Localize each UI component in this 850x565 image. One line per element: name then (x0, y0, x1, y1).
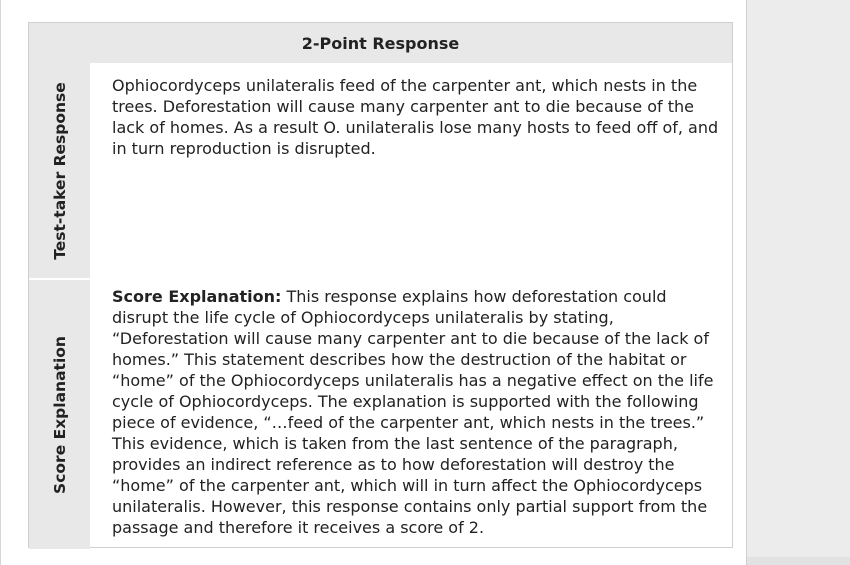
table-title: 2-Point Response (301, 33, 460, 53)
row-label-test-taker-response (29, 63, 90, 278)
row-divider (90, 278, 732, 279)
score-explanation-lead: Score Explanation: (112, 287, 282, 306)
row-label-text: Test-taker Response (50, 81, 69, 260)
test-taker-response-text: Ophiocordyceps unilateralis feed of the carpenter ant, which nests in the trees. Deforestation will cause many carpenter ant to die because of the lack of homes. As a result O. unilateralis lose many hosts to feed off of, and in turn reproduction is disrupted. (112, 76, 719, 158)
side-panel-footer (747, 557, 850, 565)
table-header (29, 23, 732, 63)
score-explanation-body: This response explains how deforestation could disrupt the life cycle of Ophiocordyceps unilateralis by stating, “Deforestation will cause many carpenter ant to die because of the lack of homes.” This statement describes how the destruction of the habitat or “home” of the Ophiocordyceps unilateralis has a negative effect on the life cycle of Ophiocordyceps. The explanation is supported with the following piece of evidence, “…feed of the carpenter ant, which nests in the trees.” This evidence, which is taken from the last sentence of the paragraph, provides an indirect reference as to how deforestation will destroy the “home” of the carpenter ant, which will in turn affect the Ophiocordyceps unilateralis. However, this response contains only partial support from the passage and therefore it receives a score of 2. (112, 287, 714, 537)
row-label-text: Score Explanation (50, 335, 69, 494)
side-panel (746, 0, 850, 565)
scoring-table (28, 22, 733, 548)
score-explanation-text (112, 286, 720, 538)
row-label-score-explanation (29, 279, 90, 549)
